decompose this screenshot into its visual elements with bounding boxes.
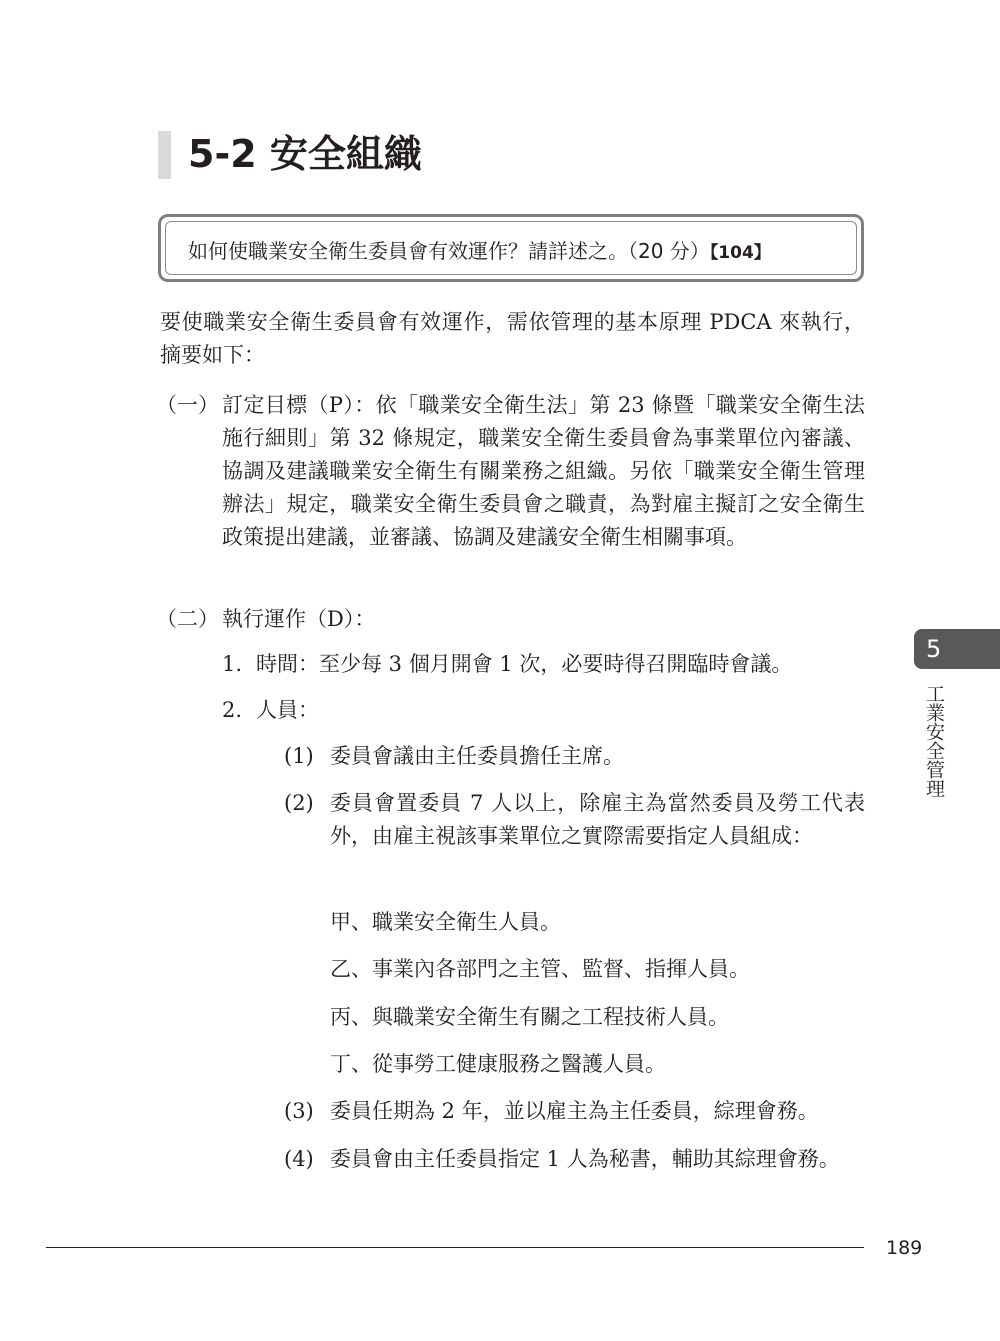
question-inner-frame (165, 221, 857, 275)
item-label-2: （二） (156, 607, 219, 631)
point-label-1: (1) (284, 744, 314, 768)
question-box (158, 214, 864, 282)
item-label-1: （一） (156, 393, 219, 417)
item-body-1: 訂定目標（P）：依「職業安全衛生法」第 23 條暨「職業安全衛生法施行細則」第 32 條規定，職業安全衛生委員會為事業單位內審議、協調及建議職業安全衛生有關業務之組織。另依「職業安全衛生管理辦法」規定，職業安全衛生委員會之職責，為對雇主擬訂之安全衛生政策提出建議，並審議、協調及建議安全衛生相關事項。 (222, 393, 865, 549)
section-title: 5-2 安全組織 (188, 132, 422, 176)
member-line-3: 丙、與職業安全衛生有關之工程技術人員。 (330, 1005, 729, 1029)
point-label-2: (2) (284, 791, 314, 815)
member-line-1: 甲、職業安全衛生人員。 (330, 910, 561, 934)
subitem-text-1: 時間：至少每 3 個月開會 1 次，必要時得召開臨時會議。 (256, 652, 793, 676)
point-label-4: (4) (284, 1147, 314, 1171)
question-exam-year: 【104】 (709, 243, 771, 263)
subitem-text-2: 人員： (256, 698, 319, 722)
point-text-2: 委員會置委員 7 人以上，除雇主為當然委員及勞工代表外，由雇主視該事業單位之實際需要指定人員組成： (330, 791, 865, 848)
chapter-number: 5 (926, 635, 942, 663)
intro-paragraph: 要使職業安全衛生委員會有效運作，需依管理的基本原理 PDCA 來執行，摘要如下： (160, 310, 865, 367)
chapter-title: 工業安全管理 (923, 684, 945, 798)
point-text-3: 委員任期為 2 年，並以雇主為主任委員，綜理會務。 (330, 1099, 819, 1123)
footer-rule (46, 1247, 864, 1248)
section-header (158, 128, 658, 180)
question-text: 如何使職業安全衛生委員會有效運作？請詳述之。（20 分） (188, 239, 710, 263)
point-text-1: 委員會議由主任委員擔任主席。 (330, 744, 624, 768)
subitem-label-1: 1. (222, 652, 243, 676)
question-text-line (188, 222, 771, 282)
item-body-2: 執行運作（D）： (222, 607, 376, 631)
member-line-2: 乙、事業內各部門之主管、監督、指揮人員。 (330, 957, 750, 981)
member-line-4: 丁、從事勞工健康服務之醫護人員。 (330, 1052, 666, 1076)
point-text-4: 委員會由主任委員指定 1 人為秘書，輔助其綜理會務。 (330, 1147, 840, 1171)
chapter-tab (914, 629, 1000, 669)
page-number: 189 (886, 1237, 923, 1259)
subitem-label-2: 2. (222, 698, 243, 722)
point-label-3: (3) (284, 1099, 314, 1123)
section-marker-bar (158, 131, 171, 179)
